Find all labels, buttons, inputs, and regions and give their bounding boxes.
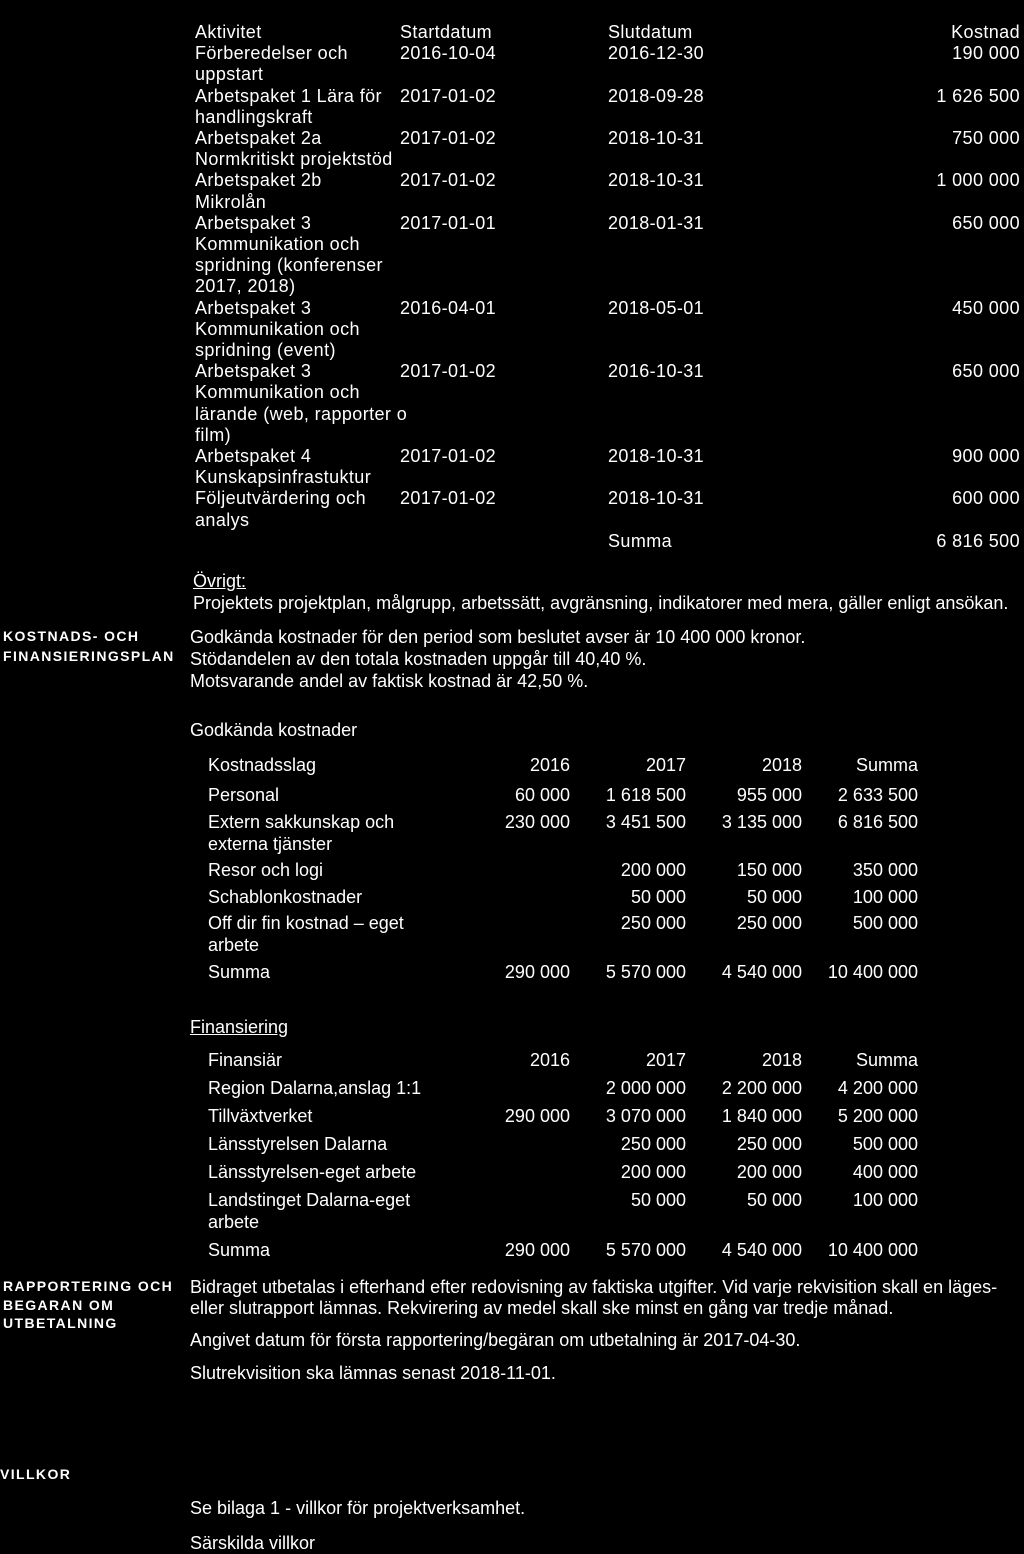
other-text: Projektets projektplan, målgrupp, arbetssätt, avgränsning, indikatorer med mera, gäller enligt ansökan. — [193, 593, 1009, 613]
value-2016: 290 000 — [504, 961, 570, 982]
financing-total-row — [208, 1239, 918, 1267]
cost-type-label-line: Summa — [208, 961, 271, 982]
value-2018: 250 000 — [736, 913, 802, 933]
cost-type-label — [208, 886, 454, 908]
financier-label — [208, 1239, 454, 1261]
value-2018: 150 000 — [736, 860, 802, 880]
value-2018: 50 000 — [746, 1190, 802, 1210]
activity-end-date: 2016-12-30 — [608, 43, 705, 64]
activity-row — [195, 128, 1020, 170]
cost-type-label-line: Personal — [208, 785, 280, 805]
cost-type-label — [208, 784, 454, 806]
value-2018: 4 540 000 — [721, 961, 802, 982]
financier-label-line: Tillväxtverket — [208, 1106, 313, 1126]
column-header-start-date: Startdatum — [400, 22, 493, 42]
activity-cost: 450 000 — [952, 297, 1020, 318]
activity-name-line: Arbetspaket 3 — [195, 297, 312, 318]
value-2018: 250 000 — [736, 1134, 802, 1154]
value-total: 500 000 — [852, 913, 918, 933]
activity-start-date: 2017-01-02 — [400, 446, 497, 467]
activity-total-cost: 6 816 500 — [936, 530, 1020, 551]
financier-label-line: Landstinget Dalarna-eget — [208, 1190, 411, 1210]
activity-start-date: 2017-01-01 — [400, 212, 497, 233]
activity-name-line: lärande (web, rapporter o — [195, 403, 408, 424]
activity-table — [195, 22, 1020, 552]
section-label-line: RAPPORTERING OCH — [3, 1278, 174, 1294]
approved-costs-heading: Godkända kostnader — [190, 720, 358, 740]
activity-name-line: Kommunikation och — [195, 234, 360, 255]
section-label-line: KOSTNADS- OCH — [3, 628, 140, 644]
activity-name-line: spridning (event) — [195, 340, 336, 361]
activity-name-line: handlingskraft — [195, 106, 313, 127]
value-2018: 50 000 — [746, 886, 802, 907]
financing-row — [208, 1077, 918, 1105]
conditions-attachment-text: Se bilaga 1 - villkor för projektverksamhet. — [190, 1498, 526, 1518]
column-header-label: Finansiär — [208, 1050, 283, 1070]
cost-type-label — [208, 859, 454, 881]
financing-table — [208, 1049, 918, 1267]
value-2017: 5 570 000 — [605, 961, 686, 982]
activity-name — [195, 213, 400, 298]
other-heading: Övrigt: — [193, 571, 247, 591]
value-total: 100 000 — [852, 1190, 918, 1210]
activity-name — [195, 86, 400, 128]
cost-type-label — [208, 912, 454, 956]
column-header-end-date: Slutdatum — [608, 22, 693, 42]
column-header-label: Kostnadsslag — [208, 755, 317, 775]
cost-total-row — [208, 961, 918, 988]
cost-type-label — [208, 961, 454, 983]
activity-name-line: Mikrolån — [195, 191, 267, 212]
value-total: 10 400 000 — [827, 961, 918, 982]
activity-row — [195, 298, 1020, 362]
value-2017: 3 451 500 — [605, 811, 686, 832]
activity-end-date: 2018-01-31 — [608, 212, 705, 233]
activity-name-line: Arbetspaket 2a — [195, 128, 322, 149]
activity-name — [195, 170, 400, 212]
activity-row — [195, 361, 1020, 446]
value-2017: 200 000 — [620, 860, 686, 880]
value-total: 5 200 000 — [837, 1106, 918, 1126]
value-2018: 2 200 000 — [721, 1078, 802, 1098]
column-header-total: Summa — [855, 1050, 918, 1070]
activity-name-line: Normkritiskt projektstöd — [195, 149, 393, 170]
activity-name — [195, 298, 400, 362]
value-2017: 250 000 — [620, 913, 686, 933]
cost-type-label-line: Resor och logi — [208, 860, 324, 880]
activity-name-line: analys — [195, 509, 250, 530]
section-label-line: UTBETALNING — [3, 1315, 118, 1331]
value-2018: 4 540 000 — [721, 1240, 802, 1260]
support-share-text: Stödandelen av den totala kostnaden uppgår till 40,40 %. — [190, 649, 647, 669]
cost-type-label-line: externa tjänster — [208, 833, 333, 854]
activity-start-date: 2016-04-01 — [400, 297, 497, 318]
column-header-total: Summa — [855, 755, 918, 775]
financing-header — [208, 1049, 918, 1077]
activity-table-body — [195, 43, 1020, 531]
conditions-section-label: VILLKOR — [0, 1466, 72, 1482]
column-header-2017: 2017 — [645, 1050, 686, 1070]
activity-name — [195, 488, 400, 530]
activity-name — [195, 446, 400, 488]
financing-heading: Finansiering — [190, 1017, 289, 1037]
activity-start-date: 2017-01-02 — [400, 85, 497, 106]
value-2016: 60 000 — [514, 785, 570, 805]
activity-cost: 1 000 000 — [936, 170, 1020, 191]
value-2017: 5 570 000 — [605, 1240, 686, 1260]
activity-cost: 900 000 — [952, 446, 1020, 467]
payment-paragraph — [190, 1277, 997, 1319]
activity-name-line: spridning (konferenser — [195, 255, 383, 276]
activity-name-line: Förberedelser och — [195, 43, 348, 64]
first-report-date-text: Angivet datum för första rapportering/begäran om utbetalning är 2017-04-30. — [190, 1329, 801, 1350]
value-2017: 200 000 — [620, 1162, 686, 1182]
activity-name-line: 2017, 2018) — [195, 276, 296, 297]
value-total: 350 000 — [852, 860, 918, 880]
value-total: 400 000 — [852, 1162, 918, 1182]
activity-end-date: 2018-10-31 — [608, 170, 705, 191]
cost-row — [208, 859, 918, 886]
column-header-activity: Aktivitet — [195, 22, 262, 42]
activity-row — [195, 43, 1020, 85]
activity-name-line: Arbetspaket 2b — [195, 170, 322, 191]
cost-type-label-line: Schablonkostnader — [208, 886, 363, 907]
value-2016: 290 000 — [504, 1106, 570, 1126]
activity-name-line: uppstart — [195, 64, 264, 85]
financier-label — [208, 1105, 454, 1127]
activity-end-date: 2018-10-31 — [608, 446, 705, 467]
activity-name-line: Kommunikation och — [195, 318, 360, 339]
cost-type-label-line: Off dir fin kostnad – eget — [208, 913, 404, 933]
cost-row — [208, 811, 918, 860]
activity-end-date: 2018-10-31 — [608, 128, 705, 149]
cost-type-label-line: Extern sakkunskap och — [208, 811, 395, 832]
column-header-2016: 2016 — [529, 1050, 570, 1070]
value-total: 10 400 000 — [827, 1240, 918, 1260]
section-label-line: BEGARAN OM — [3, 1296, 115, 1313]
financier-label — [208, 1133, 454, 1155]
activity-cost: 600 000 — [952, 488, 1020, 509]
activity-end-date: 2018-10-31 — [608, 488, 705, 509]
paragraph-line: eller slutrapport lämnas. Rekvirering av medel skall ske minst en gång var tredje månad. — [190, 1297, 894, 1318]
financier-label-line: Länsstyrelsen Dalarna — [208, 1134, 388, 1154]
value-total: 2 633 500 — [837, 785, 918, 805]
activity-row — [195, 213, 1020, 298]
actual-cost-share-text: Motsvarande andel av faktisk kostnad är 42,50 %. — [190, 671, 589, 691]
financier-label-line: Länsstyrelsen-eget arbete — [208, 1162, 417, 1182]
activity-name-line: Kunskapsinfrastuktur — [195, 467, 372, 488]
activity-name — [195, 128, 400, 170]
value-2017: 50 000 — [630, 1190, 686, 1210]
section-label-line: FINANSIERINGSPLAN — [3, 648, 175, 664]
value-2018: 1 840 000 — [721, 1106, 802, 1126]
column-header-2017: 2017 — [645, 755, 686, 775]
activity-total-row — [195, 531, 1020, 552]
value-total: 500 000 — [852, 1134, 918, 1154]
activity-row — [195, 170, 1020, 212]
activity-cost: 650 000 — [952, 361, 1020, 382]
activity-name-line: Följeutvärdering och — [195, 488, 367, 509]
value-total: 4 200 000 — [837, 1078, 918, 1098]
financing-row — [208, 1133, 918, 1161]
column-header-cost: Kostnad — [951, 22, 1020, 42]
value-2018: 200 000 — [736, 1162, 802, 1182]
cost-type-label — [208, 811, 454, 855]
activity-start-date: 2017-01-02 — [400, 361, 497, 382]
reporting-section-label — [3, 1277, 173, 1333]
financier-label-line: Summa — [208, 1240, 271, 1260]
cost-plan-summary — [190, 626, 805, 692]
financier-label-line: arbete — [208, 1212, 260, 1232]
value-2017: 2 000 000 — [605, 1078, 686, 1098]
approved-costs-table — [208, 754, 918, 987]
activity-start-date: 2017-01-02 — [400, 170, 497, 191]
activity-total-label: Summa — [608, 530, 673, 551]
cost-type-label-line: arbete — [208, 935, 260, 955]
activity-cost: 750 000 — [952, 128, 1020, 149]
value-2017: 50 000 — [630, 886, 686, 907]
activity-start-date: 2016-10-04 — [400, 43, 497, 64]
value-2017: 3 070 000 — [605, 1106, 686, 1126]
paragraph-line: Bidraget utbetalas i efterhand efter redovisning av faktiska utgifter. Vid varje rekvisition skall en läges- — [190, 1276, 998, 1297]
financier-label-line: Region Dalarna,anslag 1:1 — [208, 1078, 422, 1098]
value-2016: 290 000 — [504, 1240, 570, 1260]
activity-cost: 190 000 — [952, 43, 1020, 64]
activity-row — [195, 488, 1020, 530]
other-section — [193, 570, 1008, 614]
cost-row — [208, 886, 918, 913]
column-header-2016: 2016 — [529, 755, 570, 775]
activity-name-line: Arbetspaket 3 — [195, 361, 312, 382]
financier-label — [208, 1077, 454, 1099]
activity-start-date: 2017-01-02 — [400, 128, 497, 149]
cost-row — [208, 912, 918, 961]
activity-name — [195, 361, 408, 446]
activity-start-date: 2017-01-02 — [400, 488, 497, 509]
cost-financing-plan-section-label — [3, 626, 175, 666]
activity-table-header — [195, 22, 1020, 43]
column-header-2018: 2018 — [761, 755, 802, 775]
activity-cost: 1 626 500 — [936, 85, 1020, 106]
cost-row — [208, 784, 918, 811]
activity-end-date: 2018-05-01 — [608, 297, 705, 318]
activity-name-line: Kommunikation och — [195, 382, 360, 403]
value-total: 100 000 — [852, 886, 918, 907]
activity-name-line: Arbetspaket 1 Lära för — [195, 85, 382, 106]
approved-cost-total-text: Godkända kostnader för den period som beslutet avser är 10 400 000 kronor. — [190, 627, 806, 647]
cost-header — [208, 754, 918, 784]
activity-name-line: Arbetspaket 3 — [195, 212, 312, 233]
column-header-2018: 2018 — [761, 1050, 802, 1070]
financing-row — [208, 1189, 918, 1239]
activity-name-line: Arbetspaket 4 — [195, 446, 312, 467]
financier-label — [208, 1161, 454, 1183]
special-conditions-heading: Särskilda villkor — [190, 1533, 316, 1553]
activity-name-line: film) — [195, 424, 231, 445]
final-requisition-text: Slutrekvisition ska lämnas senast 2018-11-01. — [190, 1362, 556, 1383]
activity-row — [195, 86, 1020, 128]
activity-cost: 650 000 — [952, 212, 1020, 233]
value-total: 6 816 500 — [837, 811, 918, 832]
financing-row — [208, 1105, 918, 1133]
activity-end-date: 2016-10-31 — [608, 361, 705, 382]
value-2017: 1 618 500 — [605, 785, 686, 805]
activity-name — [195, 43, 400, 85]
value-2017: 250 000 — [620, 1134, 686, 1154]
activity-row — [195, 446, 1020, 488]
financier-label — [208, 1189, 454, 1233]
financing-row — [208, 1161, 918, 1189]
value-2016: 230 000 — [504, 811, 570, 832]
value-2018: 3 135 000 — [721, 811, 802, 832]
value-2018: 955 000 — [736, 785, 802, 805]
activity-end-date: 2018-09-28 — [608, 85, 705, 106]
